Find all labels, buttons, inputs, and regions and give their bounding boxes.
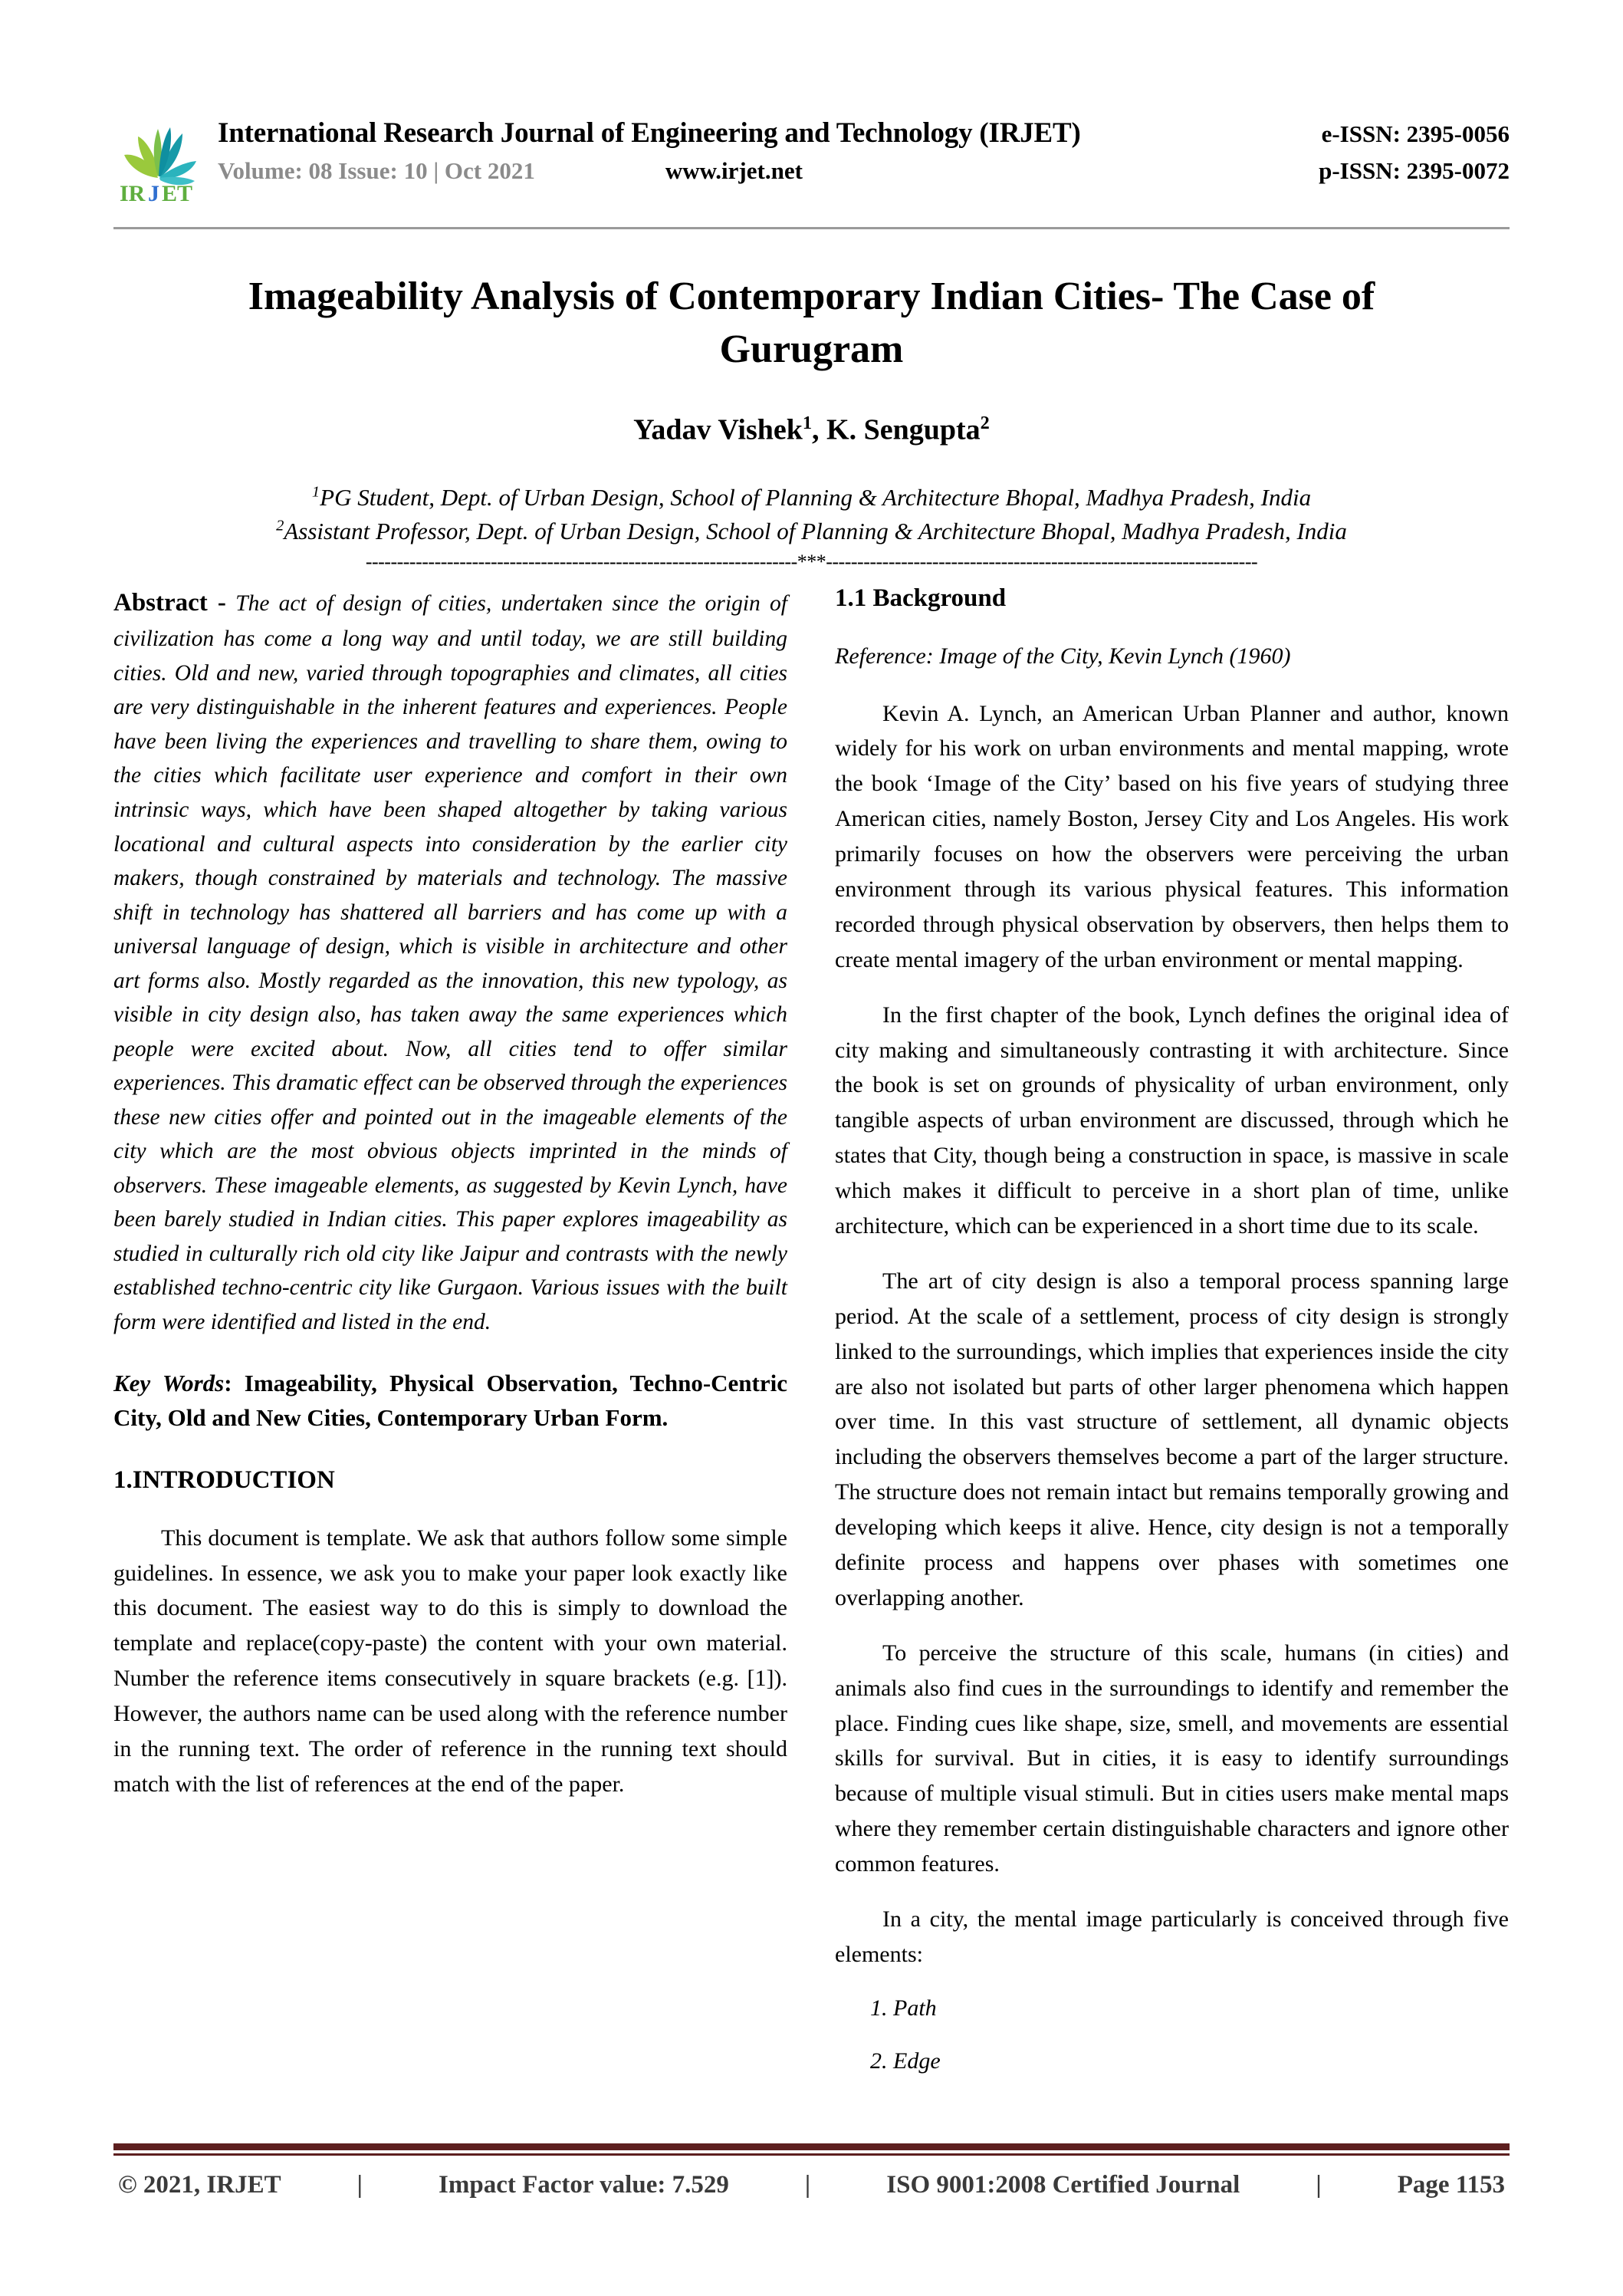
two-column-body: [113, 584, 1510, 2078]
background-paragraph-3: The art of city design is also a temporal process spanning large period. At the scale of a settlement, process of city design is strongly linked to the surroundings, which implies that experiences inside the city are also not isolated but parts of other larger phenomena which happen over time. In this vast structure of settlement, all dynamic objects including the observers themselves become a part of the larger structure. The structure does not remain intact but remains temporally growing and developing which keeps it alive. Hence, city design is not a temporally definite process and happens over phases with sometimes one overlapping another.: [835, 1268, 1509, 1610]
affiliation-2-text: Assistant Professor, Dept. of Urban Design, School of Planning & Architecture Bhopal, Madhya Pradesh, India: [284, 517, 1347, 544]
author-name-1: Yadav Vishek: [633, 413, 803, 446]
author-1-affiliation-marker: 1: [802, 413, 813, 434]
section-star-divider: ---------------------------------------------------------------------***---------------------------------------------------------------------: [365, 551, 1258, 573]
footer-rule-thin: [113, 2153, 1510, 2156]
keywords-label: Key Words: [113, 1369, 225, 1396]
background-paragraph-4: To perceive the structure of this scale, humans (in cities) and animals also find cues in the surroundings to identify and remember the place. Finding cues like shape, size, smell, and movements are essential skills for survival. But in cities, it is easy to identify surroundings because of multiple visual stimuli. But in cities users make mental maps where they remember certain distinguishable characters and ignore other common features.: [835, 1640, 1509, 1877]
left-column: [113, 584, 787, 2078]
header-divider: [113, 227, 1510, 229]
section-heading-background: 1.1 Background: [835, 584, 1007, 612]
footer-separator: |: [1316, 2171, 1322, 2199]
journal-masthead: [113, 0, 1510, 215]
abstract-text: The act of design of cities, undertaken since the origin of civilization has come a long way and until today, we are still building cities. Old and new, varied through topographies and climates, all cities are very distinguishable in the inherent features and experiences. People have been living the experiences and travelling to share them, owing to the cities which facilitate user experience and comfort in their own intrinsic ways, which have been shaped altogether by taking various locational and cultural aspects into consideration by the earlier city makers, though constrained by materials and technology. The massive shift in technology has shattered all barriers and has come up with a universal language of design, which is visible in architecture and other art forms also. Mostly regarded as the innovation, this new typology, as visible in city design also, has taken away the same experiences which people were excited about. Now, all cities tend to offer similar experiences. This dramatic effect can be observed through the experiences these new cities offer and pointed out in the imageable elements of the city which are the most obvious objects imprinted in the minds of observers. These imageable elements, as suggested by Kevin Lynch, have been barely studied in Indian cities. This paper explores imageability as studied in culturally rich old city like Jaipur and contrasts with the newly established techno-centric city like Gurgaon. Various issues with the built form were identified and listed in the end.: [113, 590, 787, 1334]
svg-text:IR: IR: [120, 181, 146, 206]
keywords-paragraph: [113, 1366, 787, 1436]
background-paragraph-1: Kevin A. Lynch, an American Urban Planner and author, known widely for his work on urban environments and mental mapping, wrote the book ‘Image of the City’ based on his five years of studying three American cities, namely Boston, Jersey City and Los Angeles. His work primarily focuses on how the observers were perceiving the urban environment through its various physical features. This information recorded through physical observation by observers, then helps them to create mental imagery of the urban environment or mental mapping.: [835, 700, 1509, 972]
volume-issue-date: Volume: 08 Issue: 10 | Oct 2021: [218, 157, 535, 184]
irjet-leaf-logo-icon: [113, 115, 204, 206]
background-paragraph-5: In a city, the mental image particularly is conceived through five elements:: [835, 1906, 1509, 1967]
masthead-text-block: [218, 117, 1510, 186]
footer-rule-thick: [113, 2143, 1510, 2150]
svg-text:J: J: [148, 181, 159, 206]
footer-content-row: [113, 2171, 1510, 2199]
keywords-text: : Imageability, Physical Observation, Techno-Centric City, Old and New Cities, Contemporary Urban Form.: [113, 1369, 787, 1432]
journal-title-row: [218, 117, 1510, 150]
affiliation-2-marker: 2: [276, 517, 284, 535]
background-paragraph-2: In the first chapter of the book, Lynch defines the original idea of city making and simultaneously contrasting it with architecture. Since the book is set on grounds of physicality of urban environment, only tangible aspects of urban environment are discussed, through which he states that City, though being a construction in space, is massive in scale which makes it difficult to perceive in a short plan of time, unlike architecture, which can be experienced in a short time due to its scale.: [835, 1002, 1509, 1238]
author-2-affiliation-marker: 2: [980, 413, 990, 434]
abstract-label: Abstract -: [113, 588, 226, 617]
list-item: 1. Path: [870, 1995, 937, 2021]
section-heading-introduction: 1.INTRODUCTION: [113, 1465, 335, 1494]
affiliation-1: [113, 481, 1510, 515]
affiliation-2: [113, 515, 1510, 548]
p-issn-block: [1288, 156, 1510, 186]
author-name-2: K. Sengupta: [826, 413, 981, 446]
footer-page-number: Page 1153: [1397, 2171, 1505, 2199]
author-list: [113, 413, 1510, 447]
affiliations-block: [113, 481, 1510, 548]
footer-impact-factor: Impact Factor value: 7.529: [439, 2171, 729, 2199]
irjet-logo: [113, 115, 204, 206]
introduction-paragraph: This document is template. We ask that authors follow some simple guidelines. In essence, we ask you to make your paper look exactly like this document. The easiest way to do this is simply to download the template and replace(copy-paste) the content with your own material. Number the reference items consecutively in square brackets (e.g. [1]). However, the authors name can be used along with the reference number in the running text. The order of reference in the running text should match with the list of references at the end of the paper.: [113, 1525, 787, 1797]
abstract-paragraph: [113, 584, 787, 1340]
reference-note: Reference: Image of the City, Kevin Lynch (1960): [835, 643, 1291, 669]
journal-website[interactable]: www.irjet.net: [665, 157, 803, 184]
journal-subhead-row: [218, 156, 1510, 186]
p-issn: p-ISSN: 2395-0072: [1319, 157, 1510, 184]
svg-text:ET: ET: [162, 181, 193, 206]
affiliation-1-text: PG Student, Dept. of Urban Design, School of Planning & Architecture Bhopal, Madhya Pradesh, India: [320, 483, 1312, 511]
author-separator: ,: [812, 413, 827, 446]
right-column: [835, 584, 1509, 2078]
e-issn: e-ISSN: 2395-0056: [1321, 120, 1510, 147]
footer-certification: ISO 9001:2008 Certified Journal: [886, 2171, 1240, 2199]
issn-block: [1291, 119, 1510, 150]
journal-title: International Research Journal of Engineering and Technology (IRJET): [218, 117, 1081, 149]
page-footer: [113, 2143, 1510, 2199]
footer-separator: |: [804, 2171, 811, 2199]
footer-separator: |: [356, 2171, 363, 2199]
list-item: 2. Edge: [870, 2048, 941, 2074]
page-title: Imageability Analysis of Contemporary Indian Cities- The Case of Gurugram: [248, 275, 1375, 371]
affiliation-1-marker: 1: [311, 483, 320, 501]
footer-copyright: © 2021, IRJET: [118, 2171, 281, 2199]
